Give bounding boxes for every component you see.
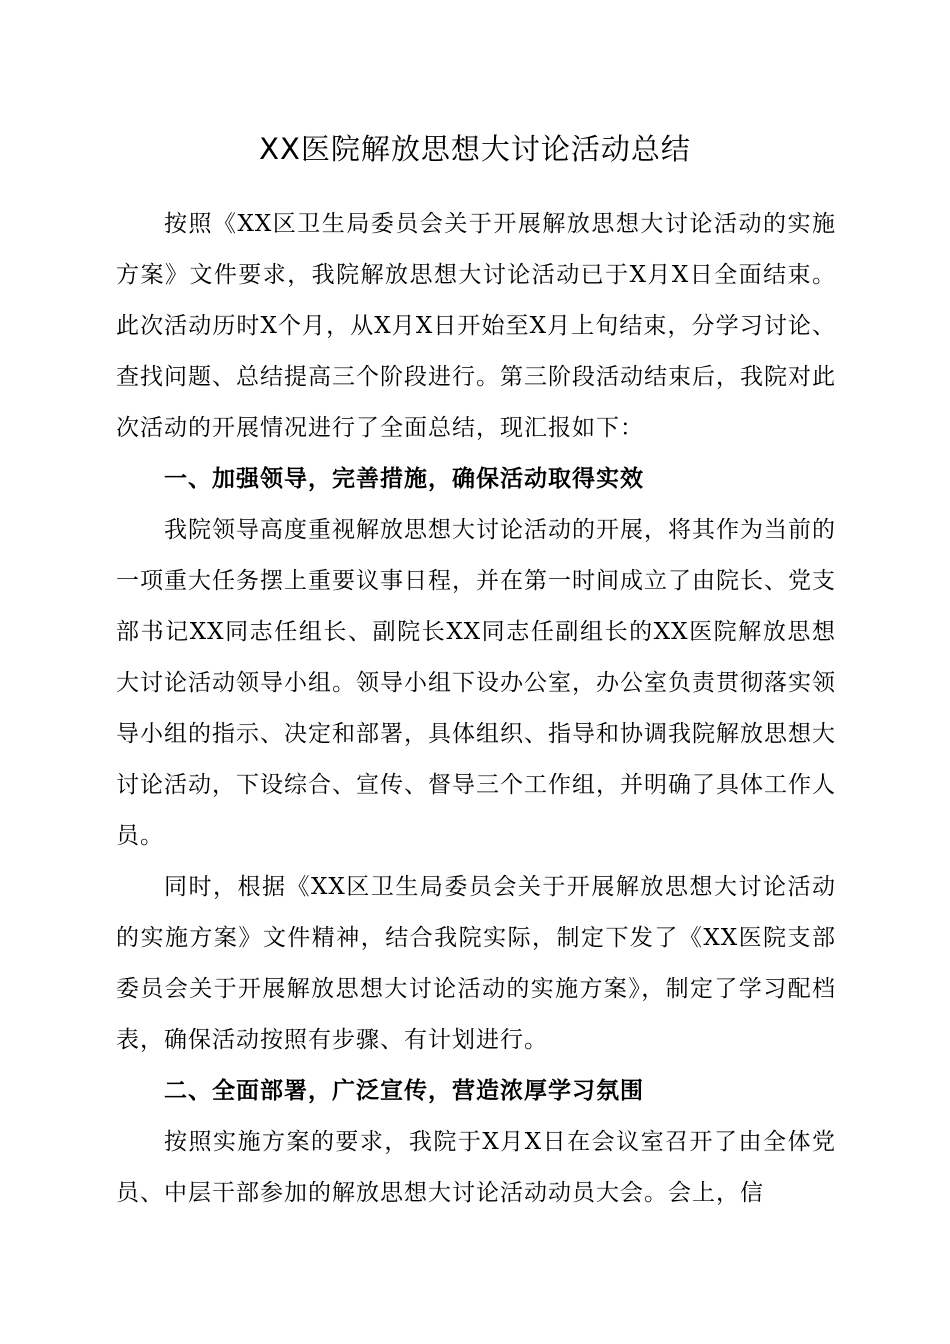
body-paragraph: 同时，根据《XX区卫生局委员会关于开展解放思想大讨论活动的实施方案》文件精神，结合我院实际，制定下发了《XX医院支部委员会关于开展解放思想大讨论活动的实施方案》，制定了学习配档表，确保活动按照有步骤、有计划进行。 xyxy=(116,874,836,1053)
section-heading-2: 二、全面部署，广泛宣传，营造浓厚学习氛围 xyxy=(164,1078,644,1104)
body-paragraph: 按照实施方案的要求，我院于X月X日在会议室召开了由全体党员、中层干部参加的解放思想大讨论活动动员大会。会上，信 xyxy=(116,1129,836,1206)
document-title: XX医院解放思想大讨论活动总结 xyxy=(259,132,691,166)
body-paragraph: 我院领导高度重视解放思想大讨论活动的开展，将其作为当前的一项重大任务摆上重要议事日程，并在第一时间成立了由院长、党支部书记XX同志任组长、副院长XX同志任副组长的XX医院解放思想大讨论活动领导小组。领导小组下设办公室，办公室负责贯彻落实领导小组的指示、决定和部署，具体组织、指导和协调我院解放思想大讨论活动，下设综合、宣传、督导三个工作组，并明确了具体工作人员。 xyxy=(116,517,836,849)
document-body xyxy=(116,199,836,1219)
section-heading-1: 一、加强领导，完善措施，确保活动取得实效 xyxy=(164,466,644,492)
intro-paragraph: 按照《XX区卫生局委员会关于开展解放思想大讨论活动的实施方案》文件要求，我院解放思想大讨论活动已于X月X日全面结束。此次活动历时X个月，从X月X日开始至X月上旬结束，分学习讨论、查找问题、总结提高三个阶段进行。第三阶段活动结束后，我院对此次活动的开展情况进行了全面总结，现汇报如下： xyxy=(116,211,836,441)
